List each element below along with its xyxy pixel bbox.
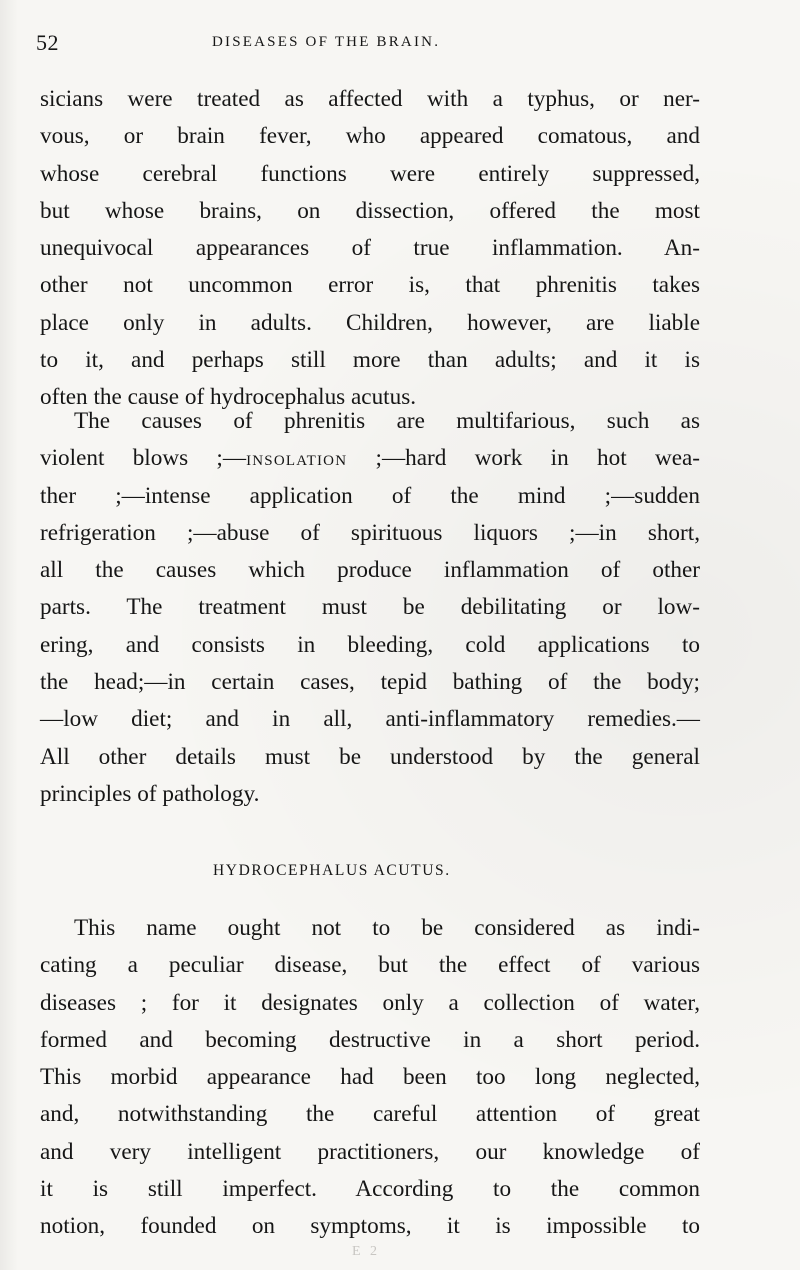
text-line: ther ;—intense application of the mind ;—sudden [40, 482, 700, 509]
text-line: formed and becoming destructive in a short period. [40, 1026, 700, 1053]
text-line: to it, and perhaps still more than adults; and it is [40, 347, 700, 374]
text-line: refrigeration ;—abuse of spirituous liquors ;—in short, [40, 519, 700, 546]
text-line: cating a peculiar disease, but the effect of various [40, 952, 700, 979]
paragraph-hydrocephalus [40, 910, 700, 1246]
text-line: notion, founded on symptoms, it is impossible to [40, 1213, 700, 1240]
text-line: and, notwithstanding the careful attention of great [40, 1101, 700, 1128]
text-fragment: violent blows ;— [40, 445, 247, 472]
text-line: vous, or brain fever, who appeared comatous, and [40, 123, 700, 150]
text-line: unequivocal appearances of true inflammation. An- [40, 235, 700, 262]
text-line: and very intelligent practitioners, our knowledge of [40, 1138, 700, 1165]
text-line: All other details must be understood by the general [40, 743, 700, 770]
text-line: the head;—in certain cases, tepid bathing of the body; [40, 669, 700, 696]
page-header [36, 28, 776, 62]
text-line-insolation [40, 440, 700, 477]
text-line: principles of pathology. [40, 780, 260, 807]
signature-mark: E 2 [352, 1244, 381, 1259]
text-line: This name ought not to be considered as indi- [74, 915, 700, 941]
running-head: DISEASES OF THE BRAIN. [212, 34, 441, 50]
paragraph-continuation [40, 81, 700, 417]
text-line: ering, and consists in bleeding, cold applications to [40, 631, 700, 658]
paragraph-causes [40, 403, 700, 813]
text-line: but whose brains, on dissection, offered the most [40, 197, 700, 224]
page-number: 52 [36, 30, 59, 55]
text-line: sicians were treated as affected with a typhus, or ner- [40, 86, 700, 112]
text-line: often the cause of hydrocephalus acutus. [40, 384, 417, 411]
smallcaps-term: INSOLATION [246, 453, 348, 470]
text-line: —low diet; and in all, anti-inflammatory remedies.— [40, 706, 700, 733]
text-line: other not uncommon error is, that phrenitis takes [40, 272, 700, 299]
text-line: The causes of phrenitis are multifarious, such as [74, 408, 700, 434]
text-line: parts. The treatment must be debilitating or low- [40, 594, 700, 621]
text-line: diseases ; for it designates only a collection of water, [40, 989, 700, 1016]
text-line: all the causes which produce inflammation of other [40, 557, 700, 584]
text-fragment: ;—hard work in hot wea- [347, 445, 700, 472]
text-line: whose cerebral functions were entirely suppressed, [40, 160, 700, 187]
text-line: This morbid appearance had been too long neglected, [40, 1064, 700, 1091]
section-heading: HYDROCEPHALUS ACUTUS. [213, 862, 451, 879]
text-line: it is still imperfect. According to the common [40, 1176, 700, 1203]
text-line: place only in adults. Children, however, are liable [40, 309, 700, 336]
